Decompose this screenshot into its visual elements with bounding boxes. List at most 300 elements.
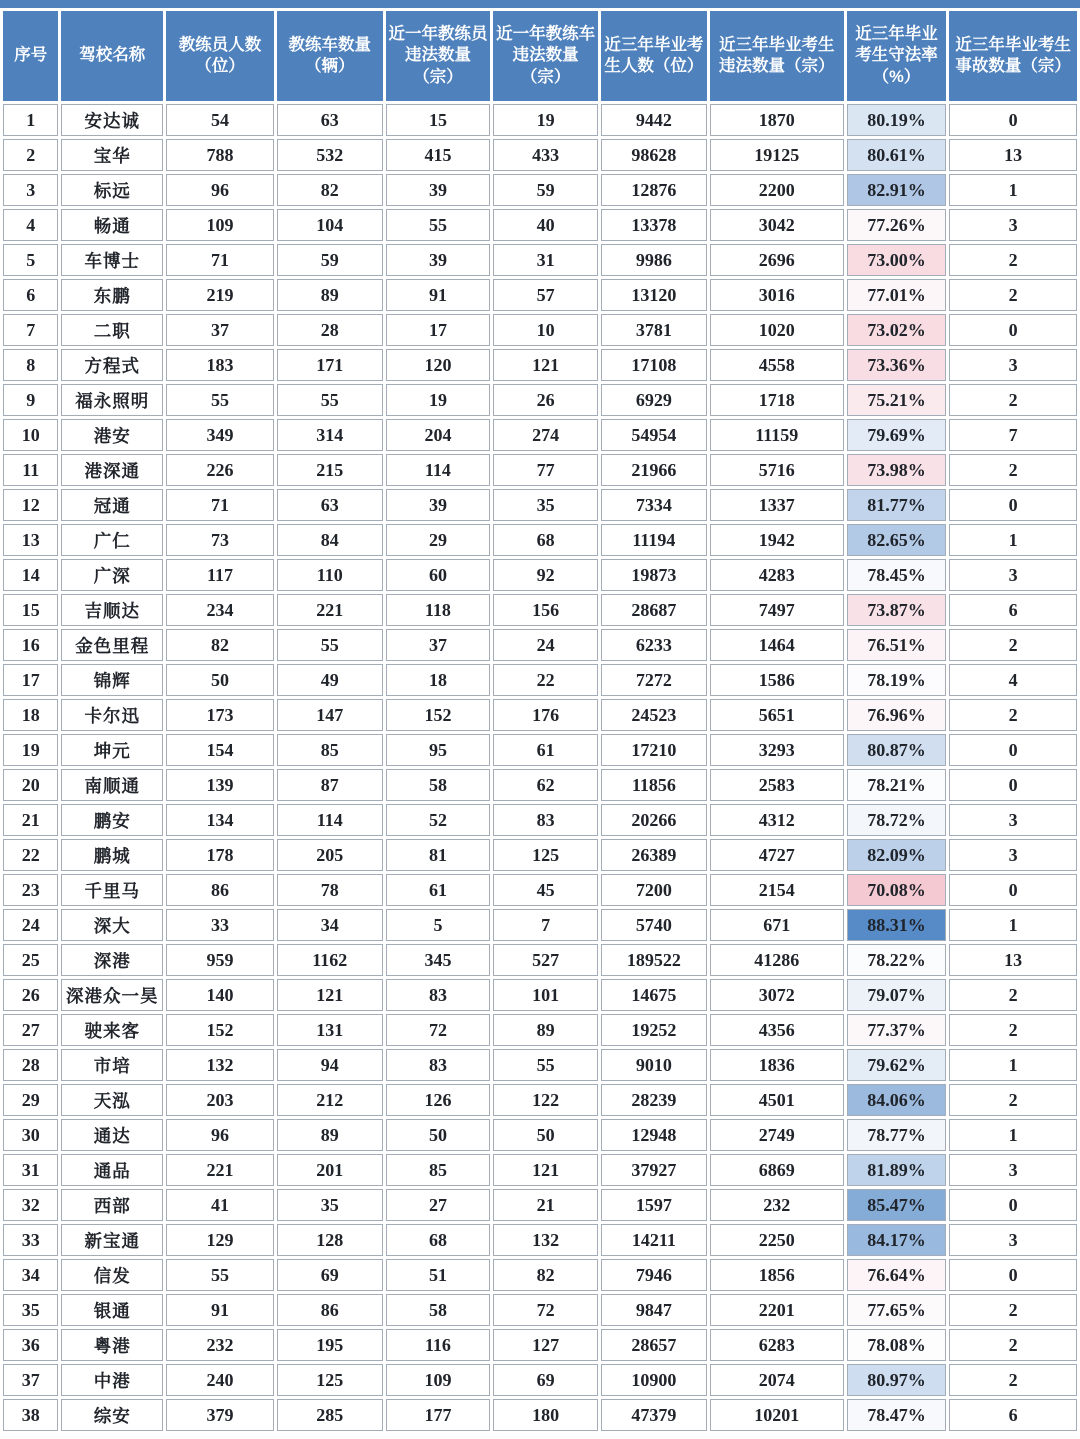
compliance-rate-cell: 85.47%: [847, 1189, 946, 1221]
graduate-violations-cell: 232: [710, 1189, 844, 1221]
graduate-count-cell: 9010: [601, 1049, 707, 1081]
row-index-cell: 22: [3, 839, 58, 871]
graduate-violations-cell: 4501: [710, 1084, 844, 1116]
school-name-cell: 卡尔迅: [61, 699, 163, 731]
accident-count-cell: 2: [949, 1364, 1077, 1396]
compliance-rate-cell: 77.01%: [847, 279, 946, 311]
graduate-violations-cell: 4312: [710, 804, 844, 836]
table-row: [3, 104, 1077, 136]
instructor-violations-cell: 29: [386, 524, 491, 556]
instructor-violations-cell: 120: [386, 349, 491, 381]
graduate-violations-cell: 11159: [710, 419, 844, 451]
instructor-violations-cell: 52: [386, 804, 491, 836]
vehicle-violations-cell: 22: [493, 664, 598, 696]
graduate-count-cell: 12948: [601, 1119, 707, 1151]
graduate-violations-cell: 3016: [710, 279, 844, 311]
accident-count-cell: 3: [949, 559, 1077, 591]
row-index-cell: 29: [3, 1084, 58, 1116]
graduate-violations-cell: 2200: [710, 174, 844, 206]
instructor-count-cell: 71: [166, 244, 274, 276]
school-name-cell: 冠通: [61, 489, 163, 521]
accident-count-cell: 0: [949, 314, 1077, 346]
vehicle-violations-cell: 274: [493, 419, 598, 451]
row-index-cell: 36: [3, 1329, 58, 1361]
vehicle-count-cell: 94: [277, 1049, 383, 1081]
instructor-violations-cell: 19: [386, 384, 491, 416]
vehicle-violations-cell: 83: [493, 804, 598, 836]
vehicle-violations-cell: 57: [493, 279, 598, 311]
instructor-violations-cell: 95: [386, 734, 491, 766]
vehicle-violations-cell: 50: [493, 1119, 598, 1151]
graduate-violations-cell: 1870: [710, 104, 844, 136]
school-name-cell: 方程式: [61, 349, 163, 381]
school-name-cell: 通达: [61, 1119, 163, 1151]
row-index-cell: 2: [3, 139, 58, 171]
instructor-violations-cell: 81: [386, 839, 491, 871]
table-row: [3, 839, 1077, 871]
vehicle-count-cell: 147: [277, 699, 383, 731]
vehicle-violations-cell: 176: [493, 699, 598, 731]
vehicle-count-cell: 86: [277, 1294, 383, 1326]
school-name-cell: 锦辉: [61, 664, 163, 696]
table-row: [3, 1364, 1077, 1396]
vehicle-count-cell: 314: [277, 419, 383, 451]
instructor-violations-cell: 39: [386, 174, 491, 206]
vehicle-violations-cell: 61: [493, 734, 598, 766]
graduate-count-cell: 28239: [601, 1084, 707, 1116]
compliance-rate-cell: 78.21%: [847, 769, 946, 801]
instructor-count-cell: 154: [166, 734, 274, 766]
accident-count-cell: 2: [949, 384, 1077, 416]
instructor-count-cell: 109: [166, 209, 274, 241]
vehicle-count-cell: 55: [277, 629, 383, 661]
vehicle-violations-cell: 45: [493, 874, 598, 906]
school-name-cell: 标远: [61, 174, 163, 206]
table-row: [3, 1119, 1077, 1151]
instructor-count-cell: 33: [166, 909, 274, 941]
vehicle-violations-cell: 433: [493, 139, 598, 171]
accident-count-cell: 3: [949, 1224, 1077, 1256]
vehicle-violations-cell: 68: [493, 524, 598, 556]
column-header-5: 近一年教练车违法数量（宗）: [493, 11, 598, 101]
vehicle-violations-cell: 92: [493, 559, 598, 591]
instructor-violations-cell: 204: [386, 419, 491, 451]
instructor-count-cell: 41: [166, 1189, 274, 1221]
graduate-violations-cell: 19125: [710, 139, 844, 171]
vehicle-count-cell: 78: [277, 874, 383, 906]
graduate-violations-cell: 2154: [710, 874, 844, 906]
graduate-violations-cell: 1836: [710, 1049, 844, 1081]
graduate-violations-cell: 6283: [710, 1329, 844, 1361]
accident-count-cell: 3: [949, 1154, 1077, 1186]
row-index-cell: 27: [3, 1014, 58, 1046]
instructor-count-cell: 55: [166, 384, 274, 416]
instructor-count-cell: 117: [166, 559, 274, 591]
table-row: [3, 1154, 1077, 1186]
vehicle-count-cell: 195: [277, 1329, 383, 1361]
school-name-cell: 鹏城: [61, 839, 163, 871]
instructor-violations-cell: 17: [386, 314, 491, 346]
accident-count-cell: 0: [949, 874, 1077, 906]
vehicle-count-cell: 89: [277, 1119, 383, 1151]
compliance-rate-cell: 80.87%: [847, 734, 946, 766]
vehicle-violations-cell: 127: [493, 1329, 598, 1361]
graduate-count-cell: 21966: [601, 454, 707, 486]
compliance-rate-cell: 73.98%: [847, 454, 946, 486]
vehicle-count-cell: 63: [277, 104, 383, 136]
graduate-count-cell: 7272: [601, 664, 707, 696]
school-name-cell: 福永照明: [61, 384, 163, 416]
instructor-violations-cell: 83: [386, 979, 491, 1011]
graduate-violations-cell: 10201: [710, 1399, 844, 1431]
school-name-cell: 畅通: [61, 209, 163, 241]
graduate-violations-cell: 1942: [710, 524, 844, 556]
compliance-rate-cell: 78.77%: [847, 1119, 946, 1151]
instructor-violations-cell: 61: [386, 874, 491, 906]
accident-count-cell: 1: [949, 524, 1077, 556]
instructor-violations-cell: 126: [386, 1084, 491, 1116]
graduate-count-cell: 7946: [601, 1259, 707, 1291]
compliance-rate-cell: 78.19%: [847, 664, 946, 696]
instructor-count-cell: 71: [166, 489, 274, 521]
vehicle-count-cell: 285: [277, 1399, 383, 1431]
vehicle-count-cell: 215: [277, 454, 383, 486]
graduate-violations-cell: 4283: [710, 559, 844, 591]
table-row: [3, 874, 1077, 906]
row-index-cell: 9: [3, 384, 58, 416]
compliance-rate-cell: 70.08%: [847, 874, 946, 906]
vehicle-violations-cell: 31: [493, 244, 598, 276]
table-row: [3, 279, 1077, 311]
graduate-count-cell: 11194: [601, 524, 707, 556]
row-index-cell: 28: [3, 1049, 58, 1081]
table-row: [3, 664, 1077, 696]
graduate-count-cell: 7334: [601, 489, 707, 521]
instructor-violations-cell: 39: [386, 489, 491, 521]
graduate-count-cell: 3781: [601, 314, 707, 346]
vehicle-count-cell: 63: [277, 489, 383, 521]
school-name-cell: 驶来客: [61, 1014, 163, 1046]
instructor-count-cell: 55: [166, 1259, 274, 1291]
table-row: [3, 314, 1077, 346]
instructor-violations-cell: 15: [386, 104, 491, 136]
compliance-rate-cell: 80.97%: [847, 1364, 946, 1396]
accident-count-cell: 2: [949, 1084, 1077, 1116]
vehicle-violations-cell: 121: [493, 1154, 598, 1186]
accident-count-cell: 0: [949, 489, 1077, 521]
instructor-count-cell: 240: [166, 1364, 274, 1396]
instructor-count-cell: 959: [166, 944, 274, 976]
graduate-violations-cell: 2583: [710, 769, 844, 801]
graduate-count-cell: 6233: [601, 629, 707, 661]
table-row: [3, 944, 1077, 976]
column-header-7: 近三年毕业考生违法数量（宗）: [710, 11, 844, 101]
school-name-cell: 南顺通: [61, 769, 163, 801]
table-row: [3, 804, 1077, 836]
school-name-cell: 深港: [61, 944, 163, 976]
graduate-count-cell: 14211: [601, 1224, 707, 1256]
table-row: [3, 419, 1077, 451]
school-name-cell: 综安: [61, 1399, 163, 1431]
accident-count-cell: 1: [949, 1049, 1077, 1081]
school-name-cell: 银通: [61, 1294, 163, 1326]
instructor-violations-cell: 91: [386, 279, 491, 311]
table-row: [3, 559, 1077, 591]
graduate-count-cell: 7200: [601, 874, 707, 906]
school-name-cell: 车博士: [61, 244, 163, 276]
row-index-cell: 25: [3, 944, 58, 976]
instructor-count-cell: 129: [166, 1224, 274, 1256]
graduate-count-cell: 12876: [601, 174, 707, 206]
instructor-count-cell: 221: [166, 1154, 274, 1186]
vehicle-violations-cell: 125: [493, 839, 598, 871]
compliance-rate-cell: 77.65%: [847, 1294, 946, 1326]
graduate-count-cell: 9986: [601, 244, 707, 276]
instructor-count-cell: 232: [166, 1329, 274, 1361]
row-index-cell: 31: [3, 1154, 58, 1186]
vehicle-count-cell: 82: [277, 174, 383, 206]
compliance-rate-cell: 80.19%: [847, 104, 946, 136]
compliance-rate-cell: 78.22%: [847, 944, 946, 976]
instructor-violations-cell: 68: [386, 1224, 491, 1256]
graduate-count-cell: 19873: [601, 559, 707, 591]
accident-count-cell: 3: [949, 349, 1077, 381]
accident-count-cell: 0: [949, 1189, 1077, 1221]
accident-count-cell: 1: [949, 909, 1077, 941]
compliance-rate-cell: 82.65%: [847, 524, 946, 556]
vehicle-violations-cell: 156: [493, 594, 598, 626]
table-row: [3, 454, 1077, 486]
vehicle-violations-cell: 7: [493, 909, 598, 941]
instructor-violations-cell: 116: [386, 1329, 491, 1361]
graduate-violations-cell: 5716: [710, 454, 844, 486]
compliance-rate-cell: 73.87%: [847, 594, 946, 626]
vehicle-violations-cell: 89: [493, 1014, 598, 1046]
vehicle-count-cell: 121: [277, 979, 383, 1011]
compliance-rate-cell: 84.17%: [847, 1224, 946, 1256]
school-name-cell: 港安: [61, 419, 163, 451]
graduate-count-cell: 20266: [601, 804, 707, 836]
instructor-count-cell: 86: [166, 874, 274, 906]
row-index-cell: 11: [3, 454, 58, 486]
school-name-cell: 千里马: [61, 874, 163, 906]
vehicle-violations-cell: 59: [493, 174, 598, 206]
table-row: [3, 979, 1077, 1011]
instructor-violations-cell: 50: [386, 1119, 491, 1151]
row-index-cell: 19: [3, 734, 58, 766]
instructor-count-cell: 173: [166, 699, 274, 731]
instructor-violations-cell: 72: [386, 1014, 491, 1046]
table-body: [3, 104, 1077, 1431]
school-name-cell: 广仁: [61, 524, 163, 556]
compliance-rate-cell: 77.37%: [847, 1014, 946, 1046]
vehicle-violations-cell: 19: [493, 104, 598, 136]
graduate-violations-cell: 2074: [710, 1364, 844, 1396]
graduate-count-cell: 1597: [601, 1189, 707, 1221]
table-row: [3, 629, 1077, 661]
instructor-count-cell: 96: [166, 174, 274, 206]
column-header-9: 近三年毕业考生事故数量（宗）: [949, 11, 1077, 101]
compliance-rate-cell: 81.89%: [847, 1154, 946, 1186]
graduate-violations-cell: 6869: [710, 1154, 844, 1186]
row-index-cell: 30: [3, 1119, 58, 1151]
compliance-rate-cell: 79.07%: [847, 979, 946, 1011]
graduate-count-cell: 54954: [601, 419, 707, 451]
instructor-violations-cell: 177: [386, 1399, 491, 1431]
accident-count-cell: 2: [949, 1329, 1077, 1361]
graduate-count-cell: 11856: [601, 769, 707, 801]
graduate-violations-cell: 4356: [710, 1014, 844, 1046]
row-index-cell: 21: [3, 804, 58, 836]
graduate-count-cell: 47379: [601, 1399, 707, 1431]
instructor-count-cell: 132: [166, 1049, 274, 1081]
table-row: [3, 209, 1077, 241]
instructor-count-cell: 226: [166, 454, 274, 486]
graduate-violations-cell: 4727: [710, 839, 844, 871]
row-index-cell: 10: [3, 419, 58, 451]
accident-count-cell: 2: [949, 454, 1077, 486]
compliance-rate-cell: 80.61%: [847, 139, 946, 171]
accident-count-cell: 1: [949, 1119, 1077, 1151]
row-index-cell: 8: [3, 349, 58, 381]
vehicle-count-cell: 114: [277, 804, 383, 836]
vehicle-violations-cell: 77: [493, 454, 598, 486]
vehicle-count-cell: 125: [277, 1364, 383, 1396]
row-index-cell: 37: [3, 1364, 58, 1396]
row-index-cell: 12: [3, 489, 58, 521]
accident-count-cell: 2: [949, 979, 1077, 1011]
table-row: [3, 244, 1077, 276]
vehicle-count-cell: 128: [277, 1224, 383, 1256]
table-row: [3, 769, 1077, 801]
graduate-count-cell: 19252: [601, 1014, 707, 1046]
school-name-cell: 广深: [61, 559, 163, 591]
vehicle-violations-cell: 62: [493, 769, 598, 801]
row-index-cell: 33: [3, 1224, 58, 1256]
instructor-count-cell: 234: [166, 594, 274, 626]
vehicle-count-cell: 87: [277, 769, 383, 801]
graduate-violations-cell: 4558: [710, 349, 844, 381]
vehicle-violations-cell: 72: [493, 1294, 598, 1326]
graduate-violations-cell: 1856: [710, 1259, 844, 1291]
vehicle-count-cell: 104: [277, 209, 383, 241]
accident-count-cell: 0: [949, 1259, 1077, 1291]
table-row: [3, 1329, 1077, 1361]
accident-count-cell: 6: [949, 1399, 1077, 1431]
vehicle-violations-cell: 180: [493, 1399, 598, 1431]
instructor-violations-cell: 39: [386, 244, 491, 276]
table-row: [3, 1224, 1077, 1256]
school-name-cell: 吉顺达: [61, 594, 163, 626]
accident-count-cell: 2: [949, 629, 1077, 661]
vehicle-violations-cell: 527: [493, 944, 598, 976]
table-row: [3, 1189, 1077, 1221]
column-header-8: 近三年毕业考生守法率（%）: [847, 11, 946, 101]
school-name-cell: 二职: [61, 314, 163, 346]
accident-count-cell: 0: [949, 734, 1077, 766]
instructor-violations-cell: 55: [386, 209, 491, 241]
vehicle-count-cell: 34: [277, 909, 383, 941]
school-name-cell: 东鹏: [61, 279, 163, 311]
accident-count-cell: 3: [949, 839, 1077, 871]
instructor-violations-cell: 345: [386, 944, 491, 976]
instructor-violations-cell: 118: [386, 594, 491, 626]
graduate-violations-cell: 2250: [710, 1224, 844, 1256]
row-index-cell: 5: [3, 244, 58, 276]
instructor-count-cell: 139: [166, 769, 274, 801]
table-row: [3, 384, 1077, 416]
school-name-cell: 安达诚: [61, 104, 163, 136]
instructor-violations-cell: 18: [386, 664, 491, 696]
vehicle-violations-cell: 35: [493, 489, 598, 521]
compliance-rate-cell: 88.31%: [847, 909, 946, 941]
school-name-cell: 深港众一昊: [61, 979, 163, 1011]
vehicle-count-cell: 84: [277, 524, 383, 556]
row-index-cell: 32: [3, 1189, 58, 1221]
graduate-violations-cell: 1718: [710, 384, 844, 416]
column-header-2: 教练员人数（位）: [166, 11, 274, 101]
compliance-rate-cell: 79.69%: [847, 419, 946, 451]
graduate-count-cell: 24523: [601, 699, 707, 731]
instructor-count-cell: 140: [166, 979, 274, 1011]
vehicle-count-cell: 35: [277, 1189, 383, 1221]
compliance-rate-cell: 76.51%: [847, 629, 946, 661]
accident-count-cell: 3: [949, 804, 1077, 836]
instructor-count-cell: 54: [166, 104, 274, 136]
table-row: [3, 1014, 1077, 1046]
row-index-cell: 35: [3, 1294, 58, 1326]
row-index-cell: 16: [3, 629, 58, 661]
graduate-count-cell: 37927: [601, 1154, 707, 1186]
table-row: [3, 1049, 1077, 1081]
instructor-violations-cell: 27: [386, 1189, 491, 1221]
table-row: [3, 1294, 1077, 1326]
school-name-cell: 港深通: [61, 454, 163, 486]
table-row: [3, 699, 1077, 731]
graduate-violations-cell: 1020: [710, 314, 844, 346]
instructor-violations-cell: 58: [386, 1294, 491, 1326]
vehicle-count-cell: 49: [277, 664, 383, 696]
school-name-cell: 坤元: [61, 734, 163, 766]
accident-count-cell: 3: [949, 209, 1077, 241]
compliance-rate-cell: 75.21%: [847, 384, 946, 416]
graduate-violations-cell: 41286: [710, 944, 844, 976]
instructor-count-cell: 91: [166, 1294, 274, 1326]
vehicle-violations-cell: 24: [493, 629, 598, 661]
vehicle-violations-cell: 121: [493, 349, 598, 381]
row-index-cell: 3: [3, 174, 58, 206]
instructor-count-cell: 219: [166, 279, 274, 311]
accident-count-cell: 6: [949, 594, 1077, 626]
row-index-cell: 7: [3, 314, 58, 346]
row-index-cell: 24: [3, 909, 58, 941]
vehicle-violations-cell: 10: [493, 314, 598, 346]
compliance-rate-cell: 78.45%: [847, 559, 946, 591]
row-index-cell: 34: [3, 1259, 58, 1291]
column-header-4: 近一年教练员违法数量（宗）: [386, 11, 491, 101]
instructor-violations-cell: 83: [386, 1049, 491, 1081]
school-name-cell: 中港: [61, 1364, 163, 1396]
instructor-count-cell: 788: [166, 139, 274, 171]
row-index-cell: 38: [3, 1399, 58, 1431]
accident-count-cell: 13: [949, 944, 1077, 976]
table-row: [3, 489, 1077, 521]
table-row: [3, 524, 1077, 556]
school-name-cell: 深大: [61, 909, 163, 941]
vehicle-violations-cell: 101: [493, 979, 598, 1011]
instructor-violations-cell: 152: [386, 699, 491, 731]
accident-count-cell: 2: [949, 1014, 1077, 1046]
